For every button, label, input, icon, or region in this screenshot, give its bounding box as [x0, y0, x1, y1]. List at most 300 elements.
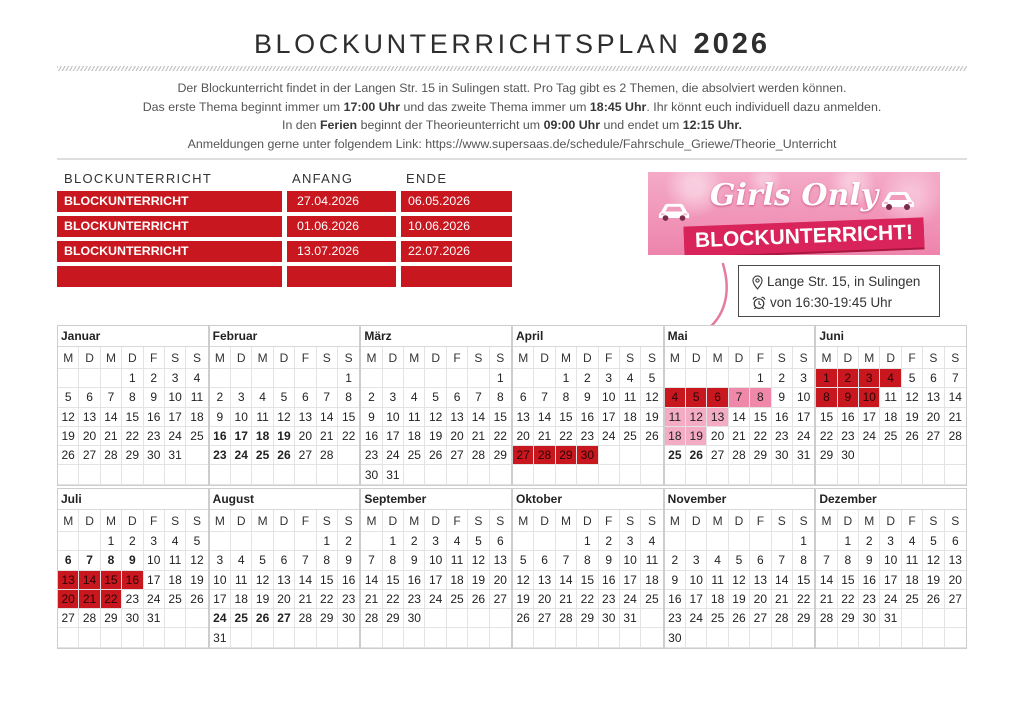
calendar-day: 13	[707, 408, 728, 427]
calendar-day: 13	[79, 408, 100, 427]
weekday-label: M	[252, 510, 273, 532]
calendar-day: 8	[556, 388, 577, 407]
weekday-label: S	[317, 510, 338, 532]
month-grid	[513, 347, 663, 485]
weekday-label: M	[859, 510, 880, 532]
banner-ribbon-text: BLOCKUNTERRICHT!	[694, 220, 914, 253]
intro-text-segment: . Ihr könnt euch individuell dazu anmelden.	[646, 99, 882, 114]
calendar-day: 22	[816, 427, 837, 446]
calendar-day: 21	[816, 590, 837, 609]
calendar-day: 25	[404, 446, 425, 465]
calendar-day: 27	[923, 427, 944, 446]
calendar-day: 7	[317, 388, 338, 407]
month-name: Juni	[816, 326, 966, 347]
calendar-empty-cell	[295, 532, 316, 551]
weekday-label: D	[686, 510, 707, 532]
calendar-empty-cell	[513, 628, 534, 647]
calendar-empty-cell	[383, 369, 404, 388]
weekday-label: S	[468, 347, 489, 369]
banner-ribbon	[684, 217, 925, 255]
schedule-cell-start: 01.06.2026	[287, 216, 396, 237]
calendar-day: 1	[577, 532, 598, 551]
calendar-day: 16	[210, 427, 231, 446]
month-januar	[57, 325, 209, 486]
month-grid	[361, 510, 511, 648]
calendar-day: 2	[210, 388, 231, 407]
calendar-empty-cell	[295, 369, 316, 388]
calendar-day: 23	[404, 590, 425, 609]
section-divider	[57, 158, 967, 160]
calendar-day: 30	[361, 465, 382, 484]
weekday-label: F	[144, 510, 165, 532]
weekday-label: S	[793, 510, 814, 532]
calendar-day: 30	[838, 446, 859, 465]
holidays-label: Ferien	[319, 118, 358, 133]
calendar-day: 13	[490, 551, 511, 570]
calendar-empty-cell	[338, 446, 359, 465]
calendar-day: 2	[361, 388, 382, 407]
location-time-line	[752, 294, 892, 312]
calendar-day: 18	[902, 571, 923, 590]
calendar-day: 25	[231, 609, 252, 628]
calendar-day: 9	[361, 408, 382, 427]
calendar-day: 26	[274, 446, 295, 465]
calendar-day: 31	[144, 609, 165, 628]
calendar-day: 13	[447, 408, 468, 427]
calendar-day: 30	[665, 628, 686, 647]
calendar-day: 10	[686, 571, 707, 590]
calendar-empty-cell	[923, 628, 944, 647]
calendar-day: 5	[186, 532, 207, 551]
calendar-empty-cell	[468, 609, 489, 628]
calendar-day: 6	[534, 551, 555, 570]
calendar-day: 7	[729, 388, 750, 407]
calendar-empty-cell	[79, 532, 100, 551]
schedule-row	[57, 266, 513, 287]
calendar-empty-cell	[556, 532, 577, 551]
calendar-day: 14	[468, 408, 489, 427]
calendar-day: 7	[772, 551, 793, 570]
calendar-day: 28	[729, 446, 750, 465]
calendar-day: 23	[838, 427, 859, 446]
calendar-empty-cell	[186, 465, 207, 484]
calendar-day: 11	[902, 551, 923, 570]
weekday-label: S	[490, 510, 511, 532]
calendar-empty-cell	[923, 465, 944, 484]
month-grid	[361, 347, 511, 485]
calendar-day: 14	[101, 408, 122, 427]
calendar-day: 11	[252, 408, 273, 427]
calendar-day: 4	[880, 369, 901, 388]
location-address: Lange Str. 15, in Sulingen	[767, 274, 921, 289]
weekday-label: M	[665, 347, 686, 369]
calendar-day: 2	[665, 551, 686, 570]
calendar-day: 24	[793, 427, 814, 446]
calendar-empty-cell	[274, 465, 295, 484]
calendar-day: 13	[945, 551, 966, 570]
calendar-day: 14	[729, 408, 750, 427]
calendar-empty-cell	[838, 628, 859, 647]
month-grid	[665, 510, 815, 648]
calendar-day: 20	[707, 427, 728, 446]
first-topic-time: 17:00 Uhr	[343, 99, 401, 114]
calendar-empty-cell	[859, 465, 880, 484]
calendar-day: 24	[599, 427, 620, 446]
calendar-day: 8	[101, 551, 122, 570]
calendar-day: 24	[144, 590, 165, 609]
calendar-day: 18	[165, 571, 186, 590]
weekday-label: D	[79, 347, 100, 369]
weekday-label: M	[58, 510, 79, 532]
calendar-empty-cell	[816, 465, 837, 484]
calendar-day: 1	[490, 369, 511, 388]
calendar-day: 21	[101, 427, 122, 446]
calendar-day: 19	[923, 571, 944, 590]
weekday-label: M	[859, 347, 880, 369]
calendar-day: 13	[923, 388, 944, 407]
calendar-day: 25	[641, 590, 662, 609]
calendar-day: 29	[317, 609, 338, 628]
weekday-label: S	[338, 347, 359, 369]
calendar-day: 25	[252, 446, 273, 465]
calendar-day: 16	[361, 427, 382, 446]
calendar-day: 15	[122, 408, 143, 427]
calendar-day: 26	[186, 590, 207, 609]
calendar-day: 26	[902, 427, 923, 446]
calendar-day: 28	[295, 609, 316, 628]
calendar-day: 5	[729, 551, 750, 570]
weekday-label: S	[923, 347, 944, 369]
calendar-empty-cell	[859, 446, 880, 465]
calendar-day: 16	[338, 571, 359, 590]
calendar-day: 16	[577, 408, 598, 427]
calendar-day: 9	[404, 551, 425, 570]
calendar-day: 29	[750, 446, 771, 465]
calendar-day: 19	[686, 427, 707, 446]
calendar-day: 15	[101, 571, 122, 590]
intro-text-segment: und endet um	[600, 118, 683, 133]
calendar-day: 23	[772, 427, 793, 446]
calendar-day: 15	[338, 408, 359, 427]
calendar-day: 5	[513, 551, 534, 570]
weekday-label: M	[404, 510, 425, 532]
schedule-row	[57, 191, 513, 212]
calendar-day: 8	[317, 551, 338, 570]
month-name: März	[361, 326, 511, 347]
calendar-empty-cell	[231, 532, 252, 551]
calendar-day: 11	[665, 408, 686, 427]
month-name: April	[513, 326, 663, 347]
calendar-day: 19	[468, 571, 489, 590]
calendar-empty-cell	[707, 465, 728, 484]
calendar-empty-cell	[859, 628, 880, 647]
calendar-day: 5	[468, 532, 489, 551]
calendar-empty-cell	[490, 628, 511, 647]
calendar-day: 4	[231, 551, 252, 570]
calendar-day: 25	[707, 609, 728, 628]
calendar-day: 15	[793, 571, 814, 590]
calendar-day: 29	[816, 446, 837, 465]
calendar-day: 27	[513, 446, 534, 465]
calendar-empty-cell	[556, 628, 577, 647]
weekday-label: D	[274, 510, 295, 532]
weekday-label: D	[686, 347, 707, 369]
weekday-label: S	[793, 347, 814, 369]
calendar-day: 27	[79, 446, 100, 465]
calendar-day: 3	[880, 532, 901, 551]
calendar-day: 30	[772, 446, 793, 465]
calendar-day: 18	[447, 571, 468, 590]
intro-text-segment: Das erste Thema beginnt immer um	[142, 99, 344, 114]
calendar-day: 12	[513, 571, 534, 590]
calendar-day: 14	[945, 388, 966, 407]
calendar-day: 24	[231, 446, 252, 465]
calendar-day: 28	[816, 609, 837, 628]
calendar-empty-cell	[231, 465, 252, 484]
calendar-day: 14	[79, 571, 100, 590]
calendar-day: 2	[599, 532, 620, 551]
weekday-label: S	[186, 347, 207, 369]
weekday-label: F	[750, 347, 771, 369]
weekday-label: F	[295, 510, 316, 532]
calendar-day: 15	[816, 408, 837, 427]
calendar-day: 9	[838, 388, 859, 407]
calendar-day: 3	[383, 388, 404, 407]
calendar-day: 6	[707, 388, 728, 407]
calendar-day: 24	[425, 590, 446, 609]
weekday-label: D	[122, 347, 143, 369]
calendar-day: 22	[838, 590, 859, 609]
weekday-label: S	[317, 347, 338, 369]
weekday-label: S	[186, 510, 207, 532]
month-dezember	[815, 488, 967, 649]
calendar-day: 7	[295, 551, 316, 570]
calendar-day: 17	[425, 571, 446, 590]
calendar-day: 18	[252, 427, 273, 446]
weekday-label: S	[338, 510, 359, 532]
calendar-day: 10	[859, 388, 880, 407]
calendar-empty-cell	[295, 628, 316, 647]
calendar-day: 10	[880, 551, 901, 570]
calendar-empty-cell	[101, 465, 122, 484]
calendar-day: 22	[122, 427, 143, 446]
calendar-day: 8	[793, 551, 814, 570]
calendar-day: 2	[404, 532, 425, 551]
calendar-day: 29	[490, 446, 511, 465]
calendar-day: 9	[859, 551, 880, 570]
month-oktober	[512, 488, 664, 649]
calendar-day: 21	[772, 590, 793, 609]
calendar-empty-cell	[534, 369, 555, 388]
calendar-day: 11	[165, 551, 186, 570]
calendar-day: 6	[295, 388, 316, 407]
calendar-day: 17	[620, 571, 641, 590]
calendar-empty-cell	[577, 628, 598, 647]
calendar-empty-cell	[447, 369, 468, 388]
weekday-label: M	[361, 510, 382, 532]
calendar-empty-cell	[361, 369, 382, 388]
schedule-cell-end: 22.07.2026	[401, 241, 512, 262]
calendar-day: 3	[425, 532, 446, 551]
weekday-label: F	[750, 510, 771, 532]
calendar-day: 12	[902, 388, 923, 407]
calendar-day: 10	[599, 388, 620, 407]
calendar-day: 20	[923, 408, 944, 427]
calendar-empty-cell	[361, 532, 382, 551]
calendar-day: 30	[338, 609, 359, 628]
calendar-day: 23	[338, 590, 359, 609]
calendar-empty-cell	[274, 532, 295, 551]
calendar-empty-cell	[793, 628, 814, 647]
calendar-day: 11	[620, 388, 641, 407]
calendar-day: 3	[165, 369, 186, 388]
calendar-day: 2	[122, 532, 143, 551]
calendar-empty-cell	[556, 465, 577, 484]
calendar-day: 16	[599, 571, 620, 590]
calendar-empty-cell	[902, 465, 923, 484]
calendar-day: 4	[620, 369, 641, 388]
calendar-day: 5	[923, 532, 944, 551]
calendar-day: 15	[577, 571, 598, 590]
calendar-day: 10	[383, 408, 404, 427]
calendar-day: 21	[534, 427, 555, 446]
calendar-day: 9	[599, 551, 620, 570]
calendar-day: 2	[859, 532, 880, 551]
month-name: Februar	[210, 326, 360, 347]
calendar-empty-cell	[317, 628, 338, 647]
calendar-day: 22	[317, 590, 338, 609]
calendar-day: 4	[186, 369, 207, 388]
calendar-day: 27	[295, 446, 316, 465]
calendar-day: 16	[665, 590, 686, 609]
calendar-day: 4	[641, 532, 662, 551]
calendar-day: 26	[923, 590, 944, 609]
calendar-empty-cell	[252, 532, 273, 551]
calendar-day: 17	[880, 571, 901, 590]
calendar-empty-cell	[534, 532, 555, 551]
month-grid	[58, 510, 208, 648]
calendar-day: 8	[838, 551, 859, 570]
month-april	[512, 325, 664, 486]
calendar-empty-cell	[665, 532, 686, 551]
calendar-day: 18	[641, 571, 662, 590]
calendar-empty-cell	[210, 369, 231, 388]
weekday-label: M	[665, 510, 686, 532]
month-grid	[816, 347, 966, 485]
weekday-label: D	[838, 510, 859, 532]
calendar-day: 11	[707, 571, 728, 590]
calendar-empty-cell	[816, 532, 837, 551]
calendar-day: 9	[772, 388, 793, 407]
calendar-day: 21	[468, 427, 489, 446]
calendar-day: 20	[945, 571, 966, 590]
calendar-day: 8	[750, 388, 771, 407]
calendar-empty-cell	[945, 628, 966, 647]
signup-link[interactable]: https://www.supersaas.de/schedule/Fahrschule_Griewe/Theorie_Unterricht	[425, 136, 837, 151]
calendar-day: 21	[295, 590, 316, 609]
weekday-label: M	[816, 347, 837, 369]
calendar-day: 6	[490, 532, 511, 551]
calendar-day: 20	[513, 427, 534, 446]
calendar-day: 7	[79, 551, 100, 570]
calendar-day: 7	[556, 551, 577, 570]
calendar-day: 19	[186, 571, 207, 590]
calendar-day: 30	[122, 609, 143, 628]
calendar-day: 19	[902, 408, 923, 427]
calendar-day: 29	[577, 609, 598, 628]
calendar-empty-cell	[425, 628, 446, 647]
calendar-empty-cell	[902, 609, 923, 628]
calendar-empty-cell	[58, 532, 79, 551]
calendar-day: 16	[404, 571, 425, 590]
calendar-day: 12	[58, 408, 79, 427]
calendar-empty-cell	[58, 628, 79, 647]
calendar-day: 21	[317, 427, 338, 446]
calendar-day: 31	[880, 609, 901, 628]
month-november	[664, 488, 816, 649]
calendar-day: 10	[165, 388, 186, 407]
calendar-day: 13	[58, 571, 79, 590]
calendar-empty-cell	[404, 465, 425, 484]
schedule-row	[57, 241, 513, 262]
weekday-label: S	[641, 347, 662, 369]
calendar-empty-cell	[361, 628, 382, 647]
calendar-day: 18	[231, 590, 252, 609]
calendar-day: 30	[404, 609, 425, 628]
calendar-day: 2	[144, 369, 165, 388]
calendar-empty-cell	[902, 446, 923, 465]
calendar-day: 8	[490, 388, 511, 407]
calendar-day: 23	[859, 590, 880, 609]
calendar-day: 26	[425, 446, 446, 465]
calendar-day: 28	[534, 446, 555, 465]
month-juni	[815, 325, 967, 486]
calendar-empty-cell	[79, 628, 100, 647]
calendar-day: 23	[577, 427, 598, 446]
calendar-empty-cell	[252, 628, 273, 647]
calendar-day: 13	[513, 408, 534, 427]
calendar-day: 21	[729, 427, 750, 446]
calendar-empty-cell	[599, 446, 620, 465]
calendar-empty-cell	[923, 446, 944, 465]
weekday-label: D	[274, 347, 295, 369]
calendar-day: 1	[816, 369, 837, 388]
weekday-label: M	[556, 347, 577, 369]
calendar-day: 15	[317, 571, 338, 590]
intro-line-holidays	[0, 116, 1024, 135]
calendar-day: 1	[556, 369, 577, 388]
calendar-day: 12	[923, 551, 944, 570]
weekday-label: M	[252, 347, 273, 369]
calendar-day: 17	[793, 408, 814, 427]
calendar-empty-cell	[686, 465, 707, 484]
weekday-label: S	[923, 510, 944, 532]
calendar	[57, 325, 967, 651]
calendar-empty-cell	[729, 465, 750, 484]
calendar-empty-cell	[447, 609, 468, 628]
calendar-day: 30	[859, 609, 880, 628]
calendar-day: 4	[404, 388, 425, 407]
calendar-empty-cell	[425, 369, 446, 388]
calendar-day: 6	[447, 388, 468, 407]
weekday-label: D	[231, 347, 252, 369]
calendar-day: 27	[534, 609, 555, 628]
calendar-day: 20	[274, 590, 295, 609]
calendar-day: 23	[144, 427, 165, 446]
schedule-cell-start: 13.07.2026	[287, 241, 396, 262]
weekday-label: S	[490, 347, 511, 369]
calendar-empty-cell	[338, 628, 359, 647]
